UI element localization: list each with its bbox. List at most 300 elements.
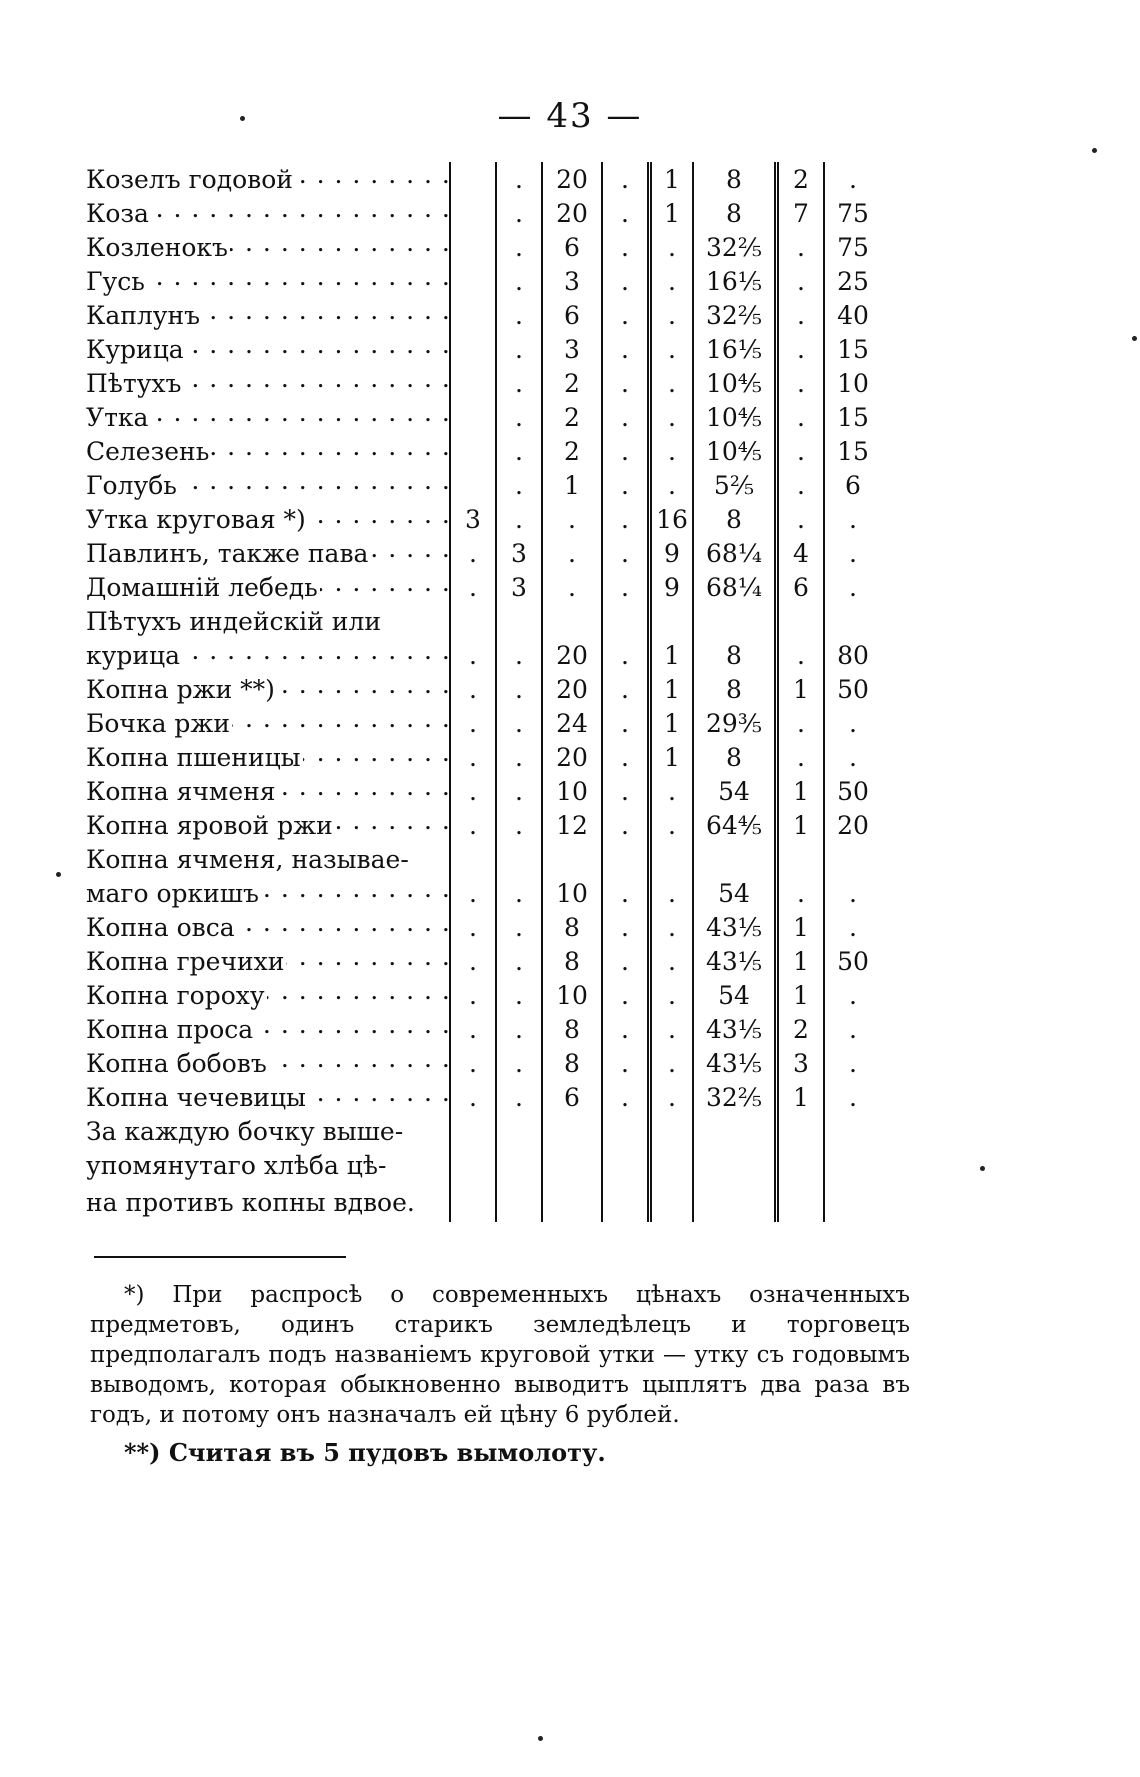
- price-cell: .: [650, 774, 694, 808]
- price-cell: 20: [824, 808, 881, 842]
- item-name: [84, 944, 450, 978]
- price-cell: 2: [542, 366, 602, 400]
- price-cell: .: [824, 1012, 881, 1046]
- price-cell: 16: [650, 502, 694, 536]
- item-label: Курица: [86, 334, 184, 364]
- price-cell: [824, 1114, 881, 1148]
- item-name: [84, 502, 450, 536]
- item-label: Козленокъ: [86, 232, 228, 262]
- item-label: Копна проса: [86, 1014, 254, 1044]
- footnote-1: *) При распросѣ о современныхъ цѣнахъ означенныхъ предметовъ, одинъ старикъ земледѣлецъ и торговецъ предполагалъ подъ названіемъ круговой утки — утку съ годовымъ выводомъ, которая обыкновенно выводитъ цыплятъ два раза въ годъ, и потому онъ назначалъ ей цѣну 6 рублей.: [90, 1282, 910, 1428]
- price-cell: [777, 1182, 825, 1222]
- item-name: [84, 910, 450, 944]
- item-name: [84, 638, 450, 672]
- price-cell: 29⅗: [693, 706, 777, 740]
- price-cell: .: [602, 162, 650, 196]
- item-label: Пѣтухъ: [86, 368, 182, 398]
- price-cell: 50: [824, 672, 881, 706]
- item-label: Копна гречихи: [86, 946, 285, 976]
- item-label: курица: [86, 640, 180, 670]
- table-row: [84, 570, 881, 604]
- price-cell: 3: [542, 264, 602, 298]
- price-cell: 25: [824, 264, 881, 298]
- price-cell: 15: [824, 332, 881, 366]
- price-cell: .: [496, 672, 542, 706]
- price-cell: 10: [542, 774, 602, 808]
- price-cell: 1: [650, 638, 694, 672]
- price-cell: [824, 842, 881, 876]
- price-cell: 1: [542, 468, 602, 502]
- price-cell: .: [602, 638, 650, 672]
- price-cell: 1: [777, 910, 825, 944]
- price-cell: 15: [824, 400, 881, 434]
- print-speck: [240, 116, 245, 121]
- price-cell: .: [602, 706, 650, 740]
- price-cell: 3: [777, 1046, 825, 1080]
- item-label: Селезень: [86, 436, 210, 466]
- price-cell: 40: [824, 298, 881, 332]
- price-cell: 43⅕: [693, 910, 777, 944]
- price-cell: 9: [650, 570, 694, 604]
- price-cell: .: [450, 672, 496, 706]
- item-label: упомянутаго хлѣба цѣ-: [86, 1150, 387, 1180]
- price-cell: 20: [542, 740, 602, 774]
- price-cell: 10⅘: [693, 400, 777, 434]
- item-label: Копна овса: [86, 912, 235, 942]
- item-name: [84, 978, 450, 1012]
- table-row: [84, 808, 881, 842]
- price-cell: .: [777, 706, 825, 740]
- price-cell: [450, 468, 496, 502]
- item-name: [84, 332, 450, 366]
- price-cell: .: [496, 774, 542, 808]
- item-label: Утка: [86, 402, 149, 432]
- table-row: [84, 434, 881, 468]
- item-label: Копна яровой ржи: [86, 810, 333, 840]
- print-speck: [980, 1166, 985, 1171]
- price-cell: .: [602, 468, 650, 502]
- price-cell: 43⅕: [693, 1046, 777, 1080]
- price-cell: .: [450, 1080, 496, 1114]
- price-cell: 43⅕: [693, 1012, 777, 1046]
- price-cell: .: [496, 400, 542, 434]
- price-cell: [496, 604, 542, 638]
- price-cell: .: [450, 638, 496, 672]
- price-cell: .: [450, 1046, 496, 1080]
- item-name: [84, 230, 450, 264]
- print-speck: [538, 1736, 543, 1741]
- table-row: [84, 638, 881, 672]
- price-cell: 1: [650, 196, 694, 230]
- price-cell: .: [542, 570, 602, 604]
- table-row: [84, 502, 881, 536]
- table-row: [84, 876, 881, 910]
- price-cell: .: [824, 978, 881, 1012]
- price-cell: 1: [777, 1080, 825, 1114]
- table-row: [84, 1080, 881, 1114]
- price-cell: 1: [650, 162, 694, 196]
- table-row: [84, 196, 881, 230]
- price-cell: [693, 1114, 777, 1148]
- price-cell: 54: [693, 876, 777, 910]
- price-cell: .: [650, 910, 694, 944]
- item-label: Каплунъ: [86, 300, 201, 330]
- price-cell: .: [824, 910, 881, 944]
- table-row: [84, 468, 881, 502]
- price-cell: 3: [496, 536, 542, 570]
- price-cell: .: [450, 1012, 496, 1046]
- price-cell: .: [602, 366, 650, 400]
- price-cell: 2: [542, 400, 602, 434]
- price-cell: .: [602, 1046, 650, 1080]
- table-row: [84, 1182, 881, 1222]
- price-cell: 8: [542, 1012, 602, 1046]
- price-cell: .: [450, 910, 496, 944]
- price-cell: .: [496, 468, 542, 502]
- price-cell: .: [496, 706, 542, 740]
- price-cell: [824, 604, 881, 638]
- price-cell: .: [777, 434, 825, 468]
- price-cell: .: [777, 264, 825, 298]
- price-cell: 20: [542, 196, 602, 230]
- price-cell: .: [496, 502, 542, 536]
- item-label: Коза: [86, 198, 149, 228]
- price-cell: [450, 264, 496, 298]
- price-cell: .: [496, 740, 542, 774]
- price-cell: 54: [693, 978, 777, 1012]
- price-cell: .: [602, 808, 650, 842]
- price-cell: [650, 842, 694, 876]
- price-cell: [450, 1182, 496, 1222]
- price-cell: 68¼: [693, 570, 777, 604]
- price-cell: [496, 842, 542, 876]
- price-cell: .: [777, 298, 825, 332]
- price-cell: .: [777, 366, 825, 400]
- price-cell: .: [602, 774, 650, 808]
- price-cell: .: [496, 1012, 542, 1046]
- table-row: [84, 400, 881, 434]
- price-cell: 2: [542, 434, 602, 468]
- price-cell: .: [650, 468, 694, 502]
- item-label: Копна бобовъ: [86, 1048, 267, 1078]
- price-cell: 10⅘: [693, 434, 777, 468]
- price-cell: 12: [542, 808, 602, 842]
- item-label: на противъ копны вдвое.: [86, 1187, 415, 1217]
- price-cell: .: [650, 366, 694, 400]
- table-row: [84, 604, 881, 638]
- price-cell: 68¼: [693, 536, 777, 570]
- price-cell: 8: [542, 1046, 602, 1080]
- price-cell: .: [602, 570, 650, 604]
- item-name: [84, 672, 450, 706]
- table-row: [84, 264, 881, 298]
- price-cell: .: [450, 570, 496, 604]
- item-name: [84, 1046, 450, 1080]
- item-label: Павлинъ, также пава: [86, 538, 369, 568]
- price-cell: .: [496, 978, 542, 1012]
- item-label: Копна ржи **): [86, 674, 275, 704]
- price-cell: 8: [693, 162, 777, 196]
- price-cell: 64⅘: [693, 808, 777, 842]
- price-cell: .: [602, 230, 650, 264]
- price-cell: [650, 604, 694, 638]
- price-cell: 8: [693, 638, 777, 672]
- price-cell: .: [496, 230, 542, 264]
- price-cell: 6: [777, 570, 825, 604]
- item-name: [84, 366, 450, 400]
- price-cell: [693, 842, 777, 876]
- price-cell: [777, 1148, 825, 1182]
- price-cell: .: [496, 162, 542, 196]
- price-cell: 10: [824, 366, 881, 400]
- price-cell: .: [450, 536, 496, 570]
- price-cell: [602, 842, 650, 876]
- price-cell: .: [496, 638, 542, 672]
- item-name: [84, 400, 450, 434]
- price-cell: .: [650, 298, 694, 332]
- table-row: [84, 842, 881, 876]
- price-cell: .: [602, 502, 650, 536]
- table-row: [84, 332, 881, 366]
- price-cell: .: [496, 1046, 542, 1080]
- table-row: [84, 978, 881, 1012]
- item-name: [84, 162, 450, 196]
- price-cell: 1: [650, 740, 694, 774]
- price-cell: .: [650, 944, 694, 978]
- price-cell: .: [824, 1046, 881, 1080]
- table-row: [84, 1046, 881, 1080]
- price-cell: .: [496, 366, 542, 400]
- price-cell: 24: [542, 706, 602, 740]
- price-cell: .: [777, 332, 825, 366]
- item-name: [84, 1182, 450, 1222]
- price-cell: .: [542, 536, 602, 570]
- table-row: [84, 910, 881, 944]
- price-cell: .: [602, 944, 650, 978]
- price-cell: 54: [693, 774, 777, 808]
- price-cell: .: [650, 1046, 694, 1080]
- item-name: [84, 740, 450, 774]
- price-cell: .: [650, 876, 694, 910]
- item-name: [84, 842, 450, 876]
- price-cell: 1: [777, 808, 825, 842]
- price-cell: 1: [777, 774, 825, 808]
- table-row: [84, 944, 881, 978]
- price-cell: .: [602, 332, 650, 366]
- price-cell: 6: [542, 1080, 602, 1114]
- price-cell: .: [824, 876, 881, 910]
- table-row: [84, 1148, 881, 1182]
- item-label: Гусь: [86, 266, 145, 296]
- price-cell: 6: [824, 468, 881, 502]
- price-cell: .: [450, 808, 496, 842]
- table-row: [84, 162, 881, 196]
- price-cell: .: [824, 162, 881, 196]
- price-cell: 7: [777, 196, 825, 230]
- price-cell: .: [650, 264, 694, 298]
- price-cell: 8: [693, 502, 777, 536]
- price-cell: .: [602, 740, 650, 774]
- price-cell: 10: [542, 978, 602, 1012]
- table-row: [84, 740, 881, 774]
- item-name: [84, 1012, 450, 1046]
- item-label: Копна ячменя, называе-: [86, 844, 409, 874]
- item-label: Копна чечевицы: [86, 1082, 306, 1112]
- price-cell: .: [602, 1012, 650, 1046]
- price-cell: .: [496, 808, 542, 842]
- price-cell: .: [824, 706, 881, 740]
- price-cell: .: [450, 876, 496, 910]
- price-cell: 2: [777, 1012, 825, 1046]
- price-cell: .: [602, 910, 650, 944]
- price-cell: [777, 1114, 825, 1148]
- price-cell: 8: [693, 740, 777, 774]
- price-cell: 2: [777, 162, 825, 196]
- price-cell: 6: [542, 230, 602, 264]
- table-row: [84, 672, 881, 706]
- table-row: [84, 366, 881, 400]
- price-cell: [542, 1148, 602, 1182]
- item-label: Пѣтухъ индейскій или: [86, 606, 381, 636]
- price-cell: 1: [777, 944, 825, 978]
- price-table-body: [84, 162, 881, 1222]
- price-cell: .: [777, 502, 825, 536]
- price-cell: [450, 162, 496, 196]
- price-cell: .: [650, 434, 694, 468]
- price-cell: 20: [542, 672, 602, 706]
- price-cell: .: [650, 1080, 694, 1114]
- item-name: [84, 264, 450, 298]
- price-cell: 3: [542, 332, 602, 366]
- price-cell: [602, 1148, 650, 1182]
- price-cell: 10: [542, 876, 602, 910]
- price-cell: 10⅘: [693, 366, 777, 400]
- price-cell: [450, 366, 496, 400]
- price-cell: [542, 842, 602, 876]
- price-cell: .: [450, 774, 496, 808]
- price-cell: 15: [824, 434, 881, 468]
- price-cell: 8: [542, 910, 602, 944]
- item-name: [84, 706, 450, 740]
- price-cell: 32⅖: [693, 1080, 777, 1114]
- price-cell: 8: [542, 944, 602, 978]
- price-cell: [602, 1182, 650, 1222]
- price-cell: [542, 604, 602, 638]
- price-cell: 4: [777, 536, 825, 570]
- price-cell: [693, 604, 777, 638]
- table-row: [84, 1012, 881, 1046]
- price-cell: .: [602, 264, 650, 298]
- price-cell: [450, 230, 496, 264]
- price-cell: .: [496, 944, 542, 978]
- item-name: [84, 808, 450, 842]
- item-name: [84, 468, 450, 502]
- price-cell: .: [450, 944, 496, 978]
- table-row: [84, 706, 881, 740]
- price-cell: [777, 842, 825, 876]
- price-cell: .: [450, 740, 496, 774]
- footnote-2: **) Считая въ 5 пудовъ вымолоту.: [124, 1438, 606, 1467]
- price-cell: .: [496, 264, 542, 298]
- item-label: маго оркишъ: [86, 878, 259, 908]
- price-cell: 1: [650, 672, 694, 706]
- price-cell: 8: [693, 672, 777, 706]
- item-name: [84, 570, 450, 604]
- price-cell: 1: [777, 978, 825, 1012]
- price-cell: 32⅖: [693, 230, 777, 264]
- price-cell: 16⅕: [693, 264, 777, 298]
- price-cell: .: [824, 502, 881, 536]
- price-cell: [450, 400, 496, 434]
- price-cell: .: [602, 400, 650, 434]
- price-cell: [450, 1114, 496, 1148]
- price-cell: [650, 1148, 694, 1182]
- price-cell: 75: [824, 196, 881, 230]
- price-cell: .: [824, 536, 881, 570]
- table-row: [84, 536, 881, 570]
- price-cell: .: [602, 978, 650, 1012]
- price-cell: [450, 332, 496, 366]
- price-cell: .: [602, 672, 650, 706]
- price-cell: 9: [650, 536, 694, 570]
- price-cell: [650, 1114, 694, 1148]
- price-cell: [693, 1148, 777, 1182]
- price-cell: [542, 1114, 602, 1148]
- price-cell: 80: [824, 638, 881, 672]
- print-speck: [56, 872, 61, 877]
- price-cell: .: [777, 468, 825, 502]
- price-cell: .: [602, 536, 650, 570]
- item-label: Копна гороху: [86, 980, 265, 1010]
- item-label: Домашній лебедь: [86, 572, 318, 602]
- item-name: [84, 298, 450, 332]
- item-label: За каждую бочку выше-: [86, 1116, 404, 1146]
- item-label: Козелъ годовой: [86, 164, 293, 194]
- price-cell: .: [650, 230, 694, 264]
- price-cell: .: [602, 196, 650, 230]
- price-cell: .: [602, 298, 650, 332]
- item-label: Голубь: [86, 470, 177, 500]
- price-cell: [450, 604, 496, 638]
- price-cell: 20: [542, 638, 602, 672]
- price-cell: .: [496, 298, 542, 332]
- price-cell: .: [650, 978, 694, 1012]
- print-speck: [1092, 148, 1097, 153]
- price-cell: .: [777, 400, 825, 434]
- table-row: [84, 774, 881, 808]
- price-cell: [450, 196, 496, 230]
- price-cell: [450, 298, 496, 332]
- item-name: [84, 604, 450, 638]
- item-name: [84, 434, 450, 468]
- item-name: [84, 1114, 450, 1148]
- footnote-divider: [94, 1256, 346, 1258]
- price-table: [84, 162, 881, 1222]
- price-cell: .: [496, 876, 542, 910]
- price-cell: .: [602, 1080, 650, 1114]
- price-cell: .: [450, 706, 496, 740]
- price-cell: 50: [824, 774, 881, 808]
- print-speck: [1132, 336, 1137, 341]
- table-row: [84, 1114, 881, 1148]
- price-cell: .: [496, 196, 542, 230]
- price-cell: .: [650, 1012, 694, 1046]
- price-cell: [777, 604, 825, 638]
- price-cell: .: [542, 502, 602, 536]
- price-cell: [450, 1148, 496, 1182]
- price-cell: .: [777, 638, 825, 672]
- price-cell: [450, 842, 496, 876]
